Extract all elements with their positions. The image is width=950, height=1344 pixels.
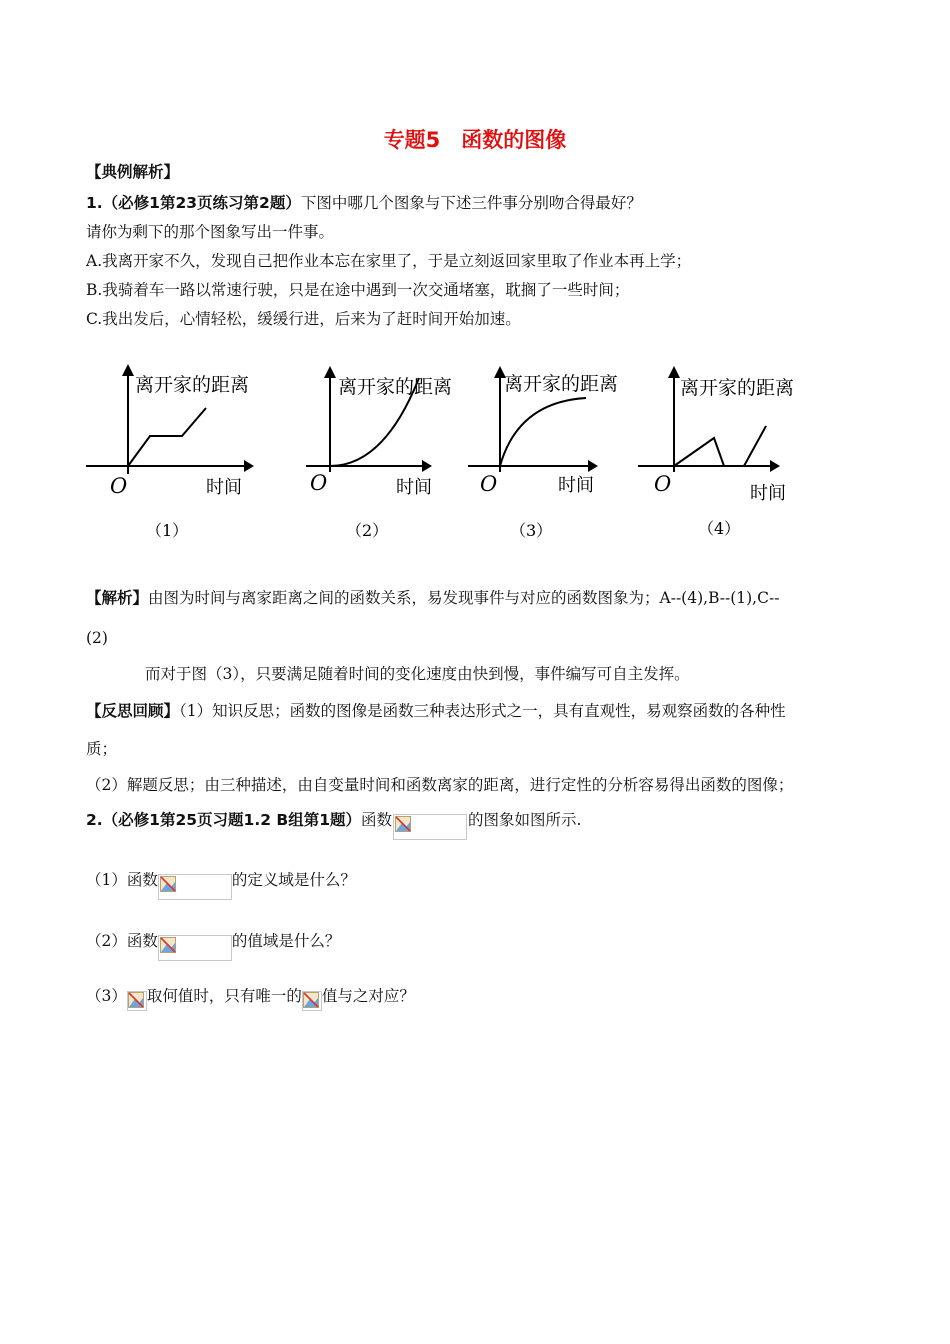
graph-4 [636,362,806,544]
page-title: 专题5 函数的图像 [383,128,567,152]
origin-label: O [310,471,328,495]
review-para2: （2）解题反思；由三种描述，由自变量时间和函数离家的距离，进行定性的分析容易得出函数的图像； [86,776,794,794]
y-axis-label: 离开家的距离 [135,374,250,396]
graph-4-plot [636,362,806,540]
q2-sub1 [86,868,356,894]
q2-sub3-mid: 取何值时，只有唯一的 [146,987,302,1005]
variable-image-icon [127,991,147,1011]
origin-label: O [110,474,128,498]
origin-label: O [480,472,498,496]
analysis-para2: 而对于图（3），只要满足随着时间的变化速度由快到慢，事件编写可自主发挥。 [145,665,690,683]
formula-image-icon [158,935,232,961]
q2-pre: 函数 [360,811,392,829]
q2-sub1-pre: （1）函数 [86,871,158,889]
analysis-tag: 【解析】 [86,589,149,607]
y-axis-label: 离开家的距离 [680,377,795,399]
q1-text2: 请你为剩下的那个图象写出一件事。 [86,223,335,241]
graph-1-plot [84,362,254,540]
option-c: C.我出发后，心情轻松，缓缓行进，后来为了赶时间开始加速。 [86,310,521,328]
formula-image-icon [393,814,467,840]
y-axis-label: 离开家的距离 [338,376,453,398]
analysis-text-cont: (2) [86,629,108,647]
y-axis-label: 离开家的距离 [504,373,619,395]
x-axis-label: 时间 [396,477,432,498]
review-tag: 【反思回顾】 [86,702,180,720]
q2-sub2 [86,929,340,955]
variable-image-icon [302,991,322,1011]
x-axis-label: 时间 [750,483,786,504]
analysis-text: 由图为时间与离家距离之间的函数关系，易发现事件与对应的函数图象为；A--(4),B--(1),C-- [148,589,780,607]
q2-sub3-pre: （3） [86,987,127,1005]
caption-1: （1） [146,521,189,540]
q2-line [86,808,581,834]
origin-label: O [654,472,672,496]
q1-label: 1.（必修1第23页练习第2题） [86,194,301,212]
caption-3: （3） [510,521,553,540]
q2-label: 2.（必修1第25页习题1.2 B组第1题） [86,811,361,829]
graph-1 [84,362,254,544]
graph-3-plot [466,362,636,540]
q1-text1: 下图中哪几个图象与下述三件事分别吻合得最好？ [300,194,642,212]
q2-sub2-post: 的值域是什么？ [231,932,341,950]
x-axis-label: 时间 [558,475,594,496]
option-a: A.我离开家不久，发现自己把作业本忘在家里了，于是立刻返回家里取了作业本再上学； [86,252,692,270]
caption-4: （4） [698,519,741,538]
x-axis-label: 时间 [206,477,242,498]
q2-sub3-post: 值与之对应？ [321,987,415,1005]
analysis-line [86,588,779,608]
q2-sub1-post: 的定义域是什么？ [231,871,356,889]
review-text-cont: 质； [86,740,118,758]
graph-2-plot [304,362,474,540]
formula-image-icon [158,874,232,900]
graph-2 [304,362,474,544]
caption-2: （2） [346,521,389,540]
q2-post: 的图象如图所示. [468,811,582,829]
section-heading: 【典例解析】 [86,163,180,181]
review-line [86,701,786,721]
review-text: （1）知识反思；函数的图像是函数三种表达形式之一，具有直观性，易观察函数的各种性 [179,702,786,720]
graph-3 [466,362,636,544]
q2-sub3 [86,986,415,1007]
option-b: B.我骑着车一路以常速行驶，只是在途中遇到一次交通堵塞，耽搁了一些时间； [86,281,630,299]
q2-sub2-pre: （2）函数 [86,932,158,950]
q1-line [86,193,642,213]
